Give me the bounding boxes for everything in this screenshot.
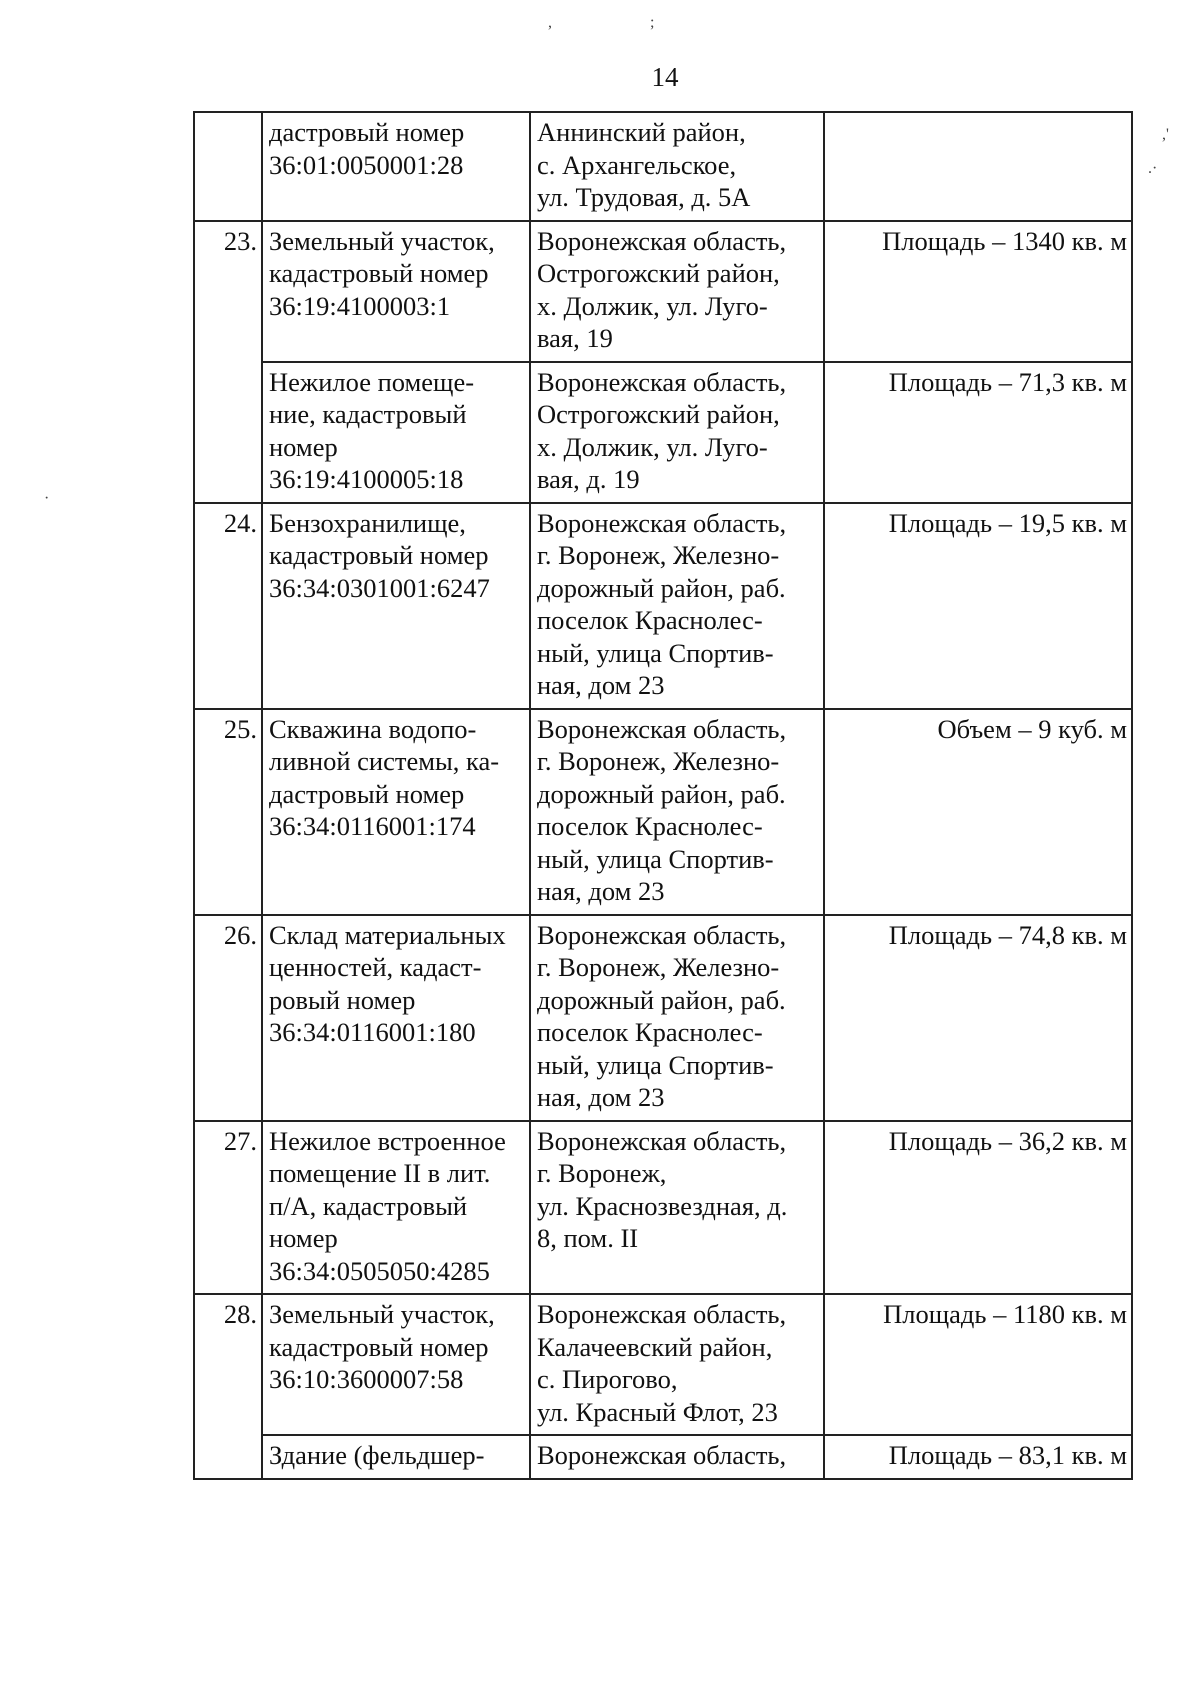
address-cell-line: дорожный район, раб. [537,572,786,603]
row-number-cell: 25. [194,709,262,915]
address-cell-line: Воронежская область, [537,366,787,397]
object-name-cell [262,1294,530,1435]
address-cell-line: Воронежская область, [537,1125,787,1156]
address-cell [530,915,824,1121]
address-cell-line: Воронежская область, [537,919,787,950]
object-name-cell-line: Земельный участок, [269,225,495,256]
object-name-cell-line: ровый номер [269,984,416,1015]
scan-artifact: .· [1148,160,1158,177]
address-cell-line: ная, дом 23 [537,1082,665,1112]
row-number-cell: 26. [194,915,262,1121]
scan-artifact: ; [650,14,655,31]
address-cell-line: Острогожский район, [537,399,780,429]
object-name-cell-line: номер [269,431,338,462]
address-cell-line: ный, улица Спортив- [537,637,774,668]
table-row [194,112,1132,221]
area-cell: Площадь – 36,2 кв. м [824,1121,1132,1295]
table-row [194,915,1132,1121]
object-name-cell-line: дастровый номер [269,778,465,809]
object-name-cell-line: Скважина водопо- [269,713,477,744]
address-cell-line: дорожный район, раб. [537,778,786,809]
address-cell-line: дорожный район, раб. [537,984,786,1015]
object-name-cell [262,915,530,1121]
object-name-cell-line: 36:19:4100005:18 [269,464,464,494]
address-cell-line: г. Воронеж, Железно- [537,746,780,776]
object-name-cell [262,221,530,362]
table-row [194,709,1132,915]
object-name-cell-line: ние, кадастровый [269,399,467,429]
address-cell-line: Воронежская область, [537,507,787,538]
address-cell-line: поселок Краснолес- [537,1017,763,1047]
object-name-cell-line: Нежилое помеще- [269,366,475,397]
scan-artifact: , [548,14,552,31]
object-name-cell-line: кадастровый номер [269,258,489,288]
address-cell-line: вая, 19 [537,323,613,353]
object-name-cell-line: п/А, кадастровый [269,1190,468,1221]
address-cell [530,221,824,362]
address-cell-line: Воронежская область, [537,713,787,744]
table-body [194,112,1132,1479]
area-cell: Объем – 9 куб. м [824,709,1132,915]
address-cell [530,362,824,503]
address-cell-line: поселок Краснолес- [537,605,763,635]
address-cell-line: ный, улица Спортив- [537,1049,774,1080]
address-cell-line: с. Архангельское, [537,149,737,180]
object-name-cell-line: помещение II в лит. [269,1158,491,1188]
address-cell [530,1121,824,1295]
object-name-cell [262,1435,530,1479]
address-cell-line: вая, д. 19 [537,464,640,494]
object-name-cell-line: Здание (фельдшер- [269,1440,485,1470]
object-name-cell-line: ценностей, кадаст- [269,952,482,982]
address-cell-line: ная, дом 23 [537,876,665,906]
object-name-cell-line: 36:34:0505050:4285 [269,1255,490,1286]
area-cell: Площадь – 1180 кв. м [824,1294,1132,1435]
object-name-cell [262,709,530,915]
property-table [193,111,1133,1480]
address-cell [530,112,824,221]
object-name-cell-line: 36:19:4100003:1 [269,290,451,321]
object-name-cell-line: 36:10:3600007:58 [269,1364,464,1394]
address-cell-line: ный, улица Спортив- [537,843,774,874]
table-row [194,362,1132,503]
address-cell-line: 8, пом. II [537,1223,639,1253]
scan-artifact: · [44,490,50,507]
object-name-cell-line: 36:34:0116001:174 [269,811,476,841]
table-row [194,1121,1132,1295]
table-row [194,221,1132,362]
area-cell: Площадь – 1340 кв. м [824,221,1132,362]
address-cell-line: с. Пирогово, [537,1364,678,1394]
row-number-cell: 24. [194,503,262,709]
object-name-cell [262,1121,530,1295]
area-cell: Площадь – 71,3 кв. м [824,362,1132,503]
address-cell-line: г. Воронеж, Железно- [537,952,780,982]
scan-artifact: ,' [1162,126,1169,143]
address-cell-line: ул. Трудовая, д. 5А [537,182,751,212]
address-cell-line: ул. Красный Флот, 23 [537,1396,778,1427]
table-row [194,1435,1132,1479]
object-name-cell-line: номер [269,1223,338,1253]
address-cell [530,709,824,915]
row-number-cell: 27. [194,1121,262,1295]
address-cell-line: Калачеевский район, [537,1331,773,1362]
address-cell-line: поселок Краснолес- [537,811,763,841]
address-cell [530,503,824,709]
object-name-cell [262,503,530,709]
row-number-cell [194,112,262,221]
row-number-cell: 28. [194,1294,262,1479]
address-cell-line: г. Воронеж, Железно- [537,540,780,570]
area-cell: Площадь – 19,5 кв. м [824,503,1132,709]
row-number-cell: 23. [194,221,262,503]
address-cell [530,1294,824,1435]
object-name-cell-line: 36:34:0116001:180 [269,1017,476,1047]
object-name-cell-line: дастровый номер [269,117,465,147]
object-name-cell-line: Земельный участок, [269,1299,495,1329]
address-cell-line: х. Должик, ул. Луго- [537,431,768,462]
object-name-cell-line: 36:01:0050001:28 [269,149,464,180]
table-row [194,503,1132,709]
address-cell-line: ул. Краснозвездная, д. [537,1190,788,1221]
object-name-cell [262,112,530,221]
object-name-cell [262,362,530,503]
address-cell-line: Воронежская область, [537,1299,787,1329]
area-cell [824,112,1132,221]
address-cell-line: Острогожский район, [537,258,780,288]
object-name-cell-line: кадастровый номер [269,1331,489,1362]
object-name-cell-line: ливной системы, ка- [269,746,500,776]
address-cell-line: х. Должик, ул. Луго- [537,290,768,321]
table-row [194,1294,1132,1435]
object-name-cell-line: Склад материальных [269,919,506,950]
address-cell-line: Аннинский район, [537,117,746,147]
area-cell: Площадь – 74,8 кв. м [824,915,1132,1121]
area-cell: Площадь – 83,1 кв. м [824,1435,1132,1479]
address-cell-line: ная, дом 23 [537,670,665,700]
address-cell-line: Воронежская область, [537,225,787,256]
address-cell-line: г. Воронеж, [537,1158,667,1188]
address-cell [530,1435,824,1479]
object-name-cell-line: Бензохранилище, [269,507,466,538]
object-name-cell-line: Нежилое встроенное [269,1125,506,1156]
page-number: 14 [651,62,679,92]
object-name-cell-line: кадастровый номер [269,540,489,570]
address-cell-line: Воронежская область, [537,1440,787,1470]
object-name-cell-line: 36:34:0301001:6247 [269,572,490,603]
